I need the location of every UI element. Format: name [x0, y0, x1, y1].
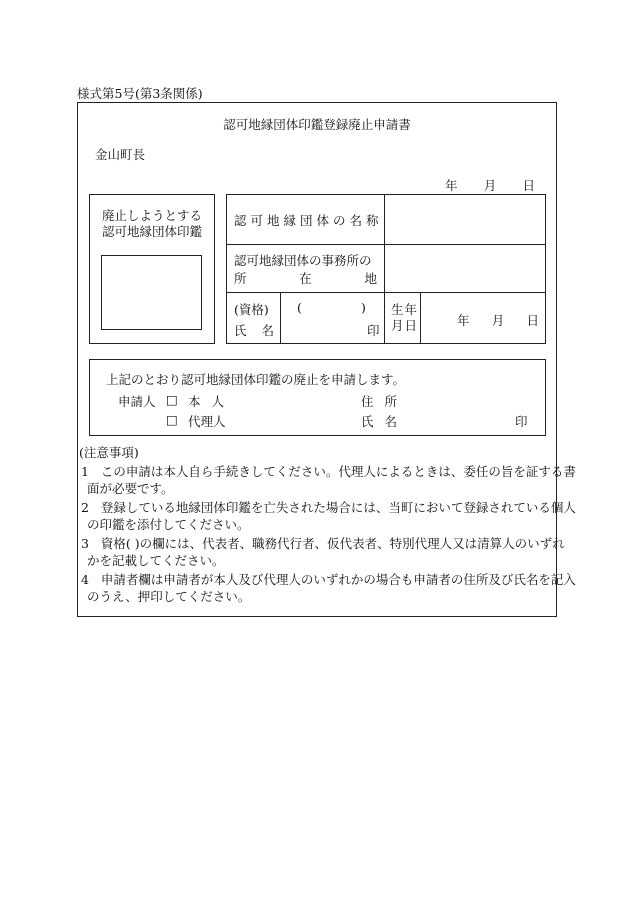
note-text-line2: かを記載してください。: [87, 553, 225, 568]
qualification-label: (資格): [234, 302, 269, 317]
checkbox-self[interactable]: □: [166, 392, 178, 407]
agent-option-label: 代理人: [188, 414, 226, 429]
note-text-line2: 面が必要です。: [87, 481, 174, 496]
office-label-char: 在: [299, 271, 312, 286]
address-label: [361, 392, 397, 410]
birth-label-char: 月: [391, 318, 404, 333]
self-label-char: 本: [188, 394, 201, 409]
submission-date: [445, 176, 535, 194]
form-number-label: 様式第5号(第3条関係): [77, 86, 203, 101]
name-label-char: 名: [384, 414, 397, 429]
note-text-line1: 申請者欄は申請者が本人及び代理人のいずれかの場合も申請者の住所及び氏名を記入: [100, 572, 576, 587]
name-label-char: 氏: [234, 323, 247, 338]
applicant-name-label: [361, 412, 397, 430]
table-column-divider: [384, 292, 385, 344]
table-column-divider: [280, 292, 281, 344]
note-number: 4: [81, 572, 89, 587]
birth-date-field[interactable]: [457, 311, 539, 329]
birth-day-label: 日: [526, 313, 539, 328]
qualification-field[interactable]: [307, 298, 357, 316]
addressee: 金山町長: [95, 147, 146, 162]
note-number: 2: [81, 500, 89, 515]
note-number: 3: [81, 536, 89, 551]
seal-caption-line2: 認可地縁団体印鑑: [101, 224, 202, 239]
date-year-label: 年: [445, 178, 458, 193]
note-text-line1: この申請は本人自ら手続きしてください。代理人によるときは、委任の旨を証する書: [100, 464, 576, 479]
date-month-label: 月: [483, 178, 497, 193]
form-title: 認可地縁団体印鑑登録廃止申請書: [223, 117, 411, 132]
qualification-paren-open: (: [297, 300, 302, 315]
office-label-line2: [234, 269, 377, 287]
name-label-char: 名: [261, 323, 274, 338]
office-label-char: 所: [234, 271, 247, 286]
applicant-seal-mark: 印: [515, 414, 528, 429]
address-label-char: 住: [361, 394, 374, 409]
notes-heading: (注意事項): [79, 445, 139, 460]
office-address-field[interactable]: [385, 245, 545, 292]
birth-label-char: 生: [391, 302, 404, 317]
seal-impression-area[interactable]: [101, 255, 202, 330]
note-text-line1: 資格( )の欄には、代表者、職務代行者、仮代表者、特別代理人又は清算人のいずれ: [100, 536, 565, 551]
self-label-char: 人: [211, 394, 224, 409]
birth-year-label: 年: [457, 313, 470, 328]
note-text-line2: のうえ、押印してください。: [87, 589, 251, 604]
qualification-paren-close: ): [361, 300, 366, 315]
note-item: [79, 499, 576, 533]
org-name-field[interactable]: [385, 195, 545, 244]
name-label: [234, 321, 274, 339]
seal-mark: 印: [367, 323, 380, 338]
application-statement: 上記のとおり認可地縁団体印鑑の廃止を申請します。: [106, 372, 406, 387]
note-item: [79, 463, 576, 497]
birth-label-char: 日: [404, 318, 417, 333]
address-label-char: 所: [384, 394, 397, 409]
birth-month-label: 月: [491, 313, 505, 328]
seal-caption-line1: 廃止しようとする: [101, 208, 202, 223]
org-name-label: 認可地縁団体の名称: [234, 213, 383, 228]
name-label-char: 氏: [361, 414, 374, 429]
birth-date-label: [391, 302, 417, 334]
note-item: [79, 571, 576, 605]
applicant-label: 申請人: [118, 394, 156, 409]
note-text-line1: 登録している地縁団体印鑑を亡失された場合には、当町において登録されている個人: [100, 500, 576, 515]
note-text-line2: の印鑑を添付してください。: [87, 517, 250, 532]
applicant-name-field[interactable]: [402, 409, 512, 427]
checkbox-agent[interactable]: □: [166, 412, 178, 427]
notes-section: [79, 444, 576, 605]
date-day-label: 日: [522, 178, 535, 193]
organization-info-table: [226, 194, 546, 344]
office-label-line1: 認可地縁団体の事務所の: [234, 253, 372, 268]
table-column-divider: [420, 292, 421, 344]
seal-section-caption: [89, 208, 215, 240]
office-label-char: 地: [364, 271, 377, 286]
representative-name-field[interactable]: [287, 317, 367, 339]
applicant-address-field[interactable]: [402, 389, 538, 407]
note-item: [79, 535, 565, 569]
note-number: 1: [81, 464, 89, 479]
self-option-label: [188, 392, 224, 410]
table-row-divider: [227, 292, 545, 293]
birth-label-char: 年: [404, 302, 417, 317]
